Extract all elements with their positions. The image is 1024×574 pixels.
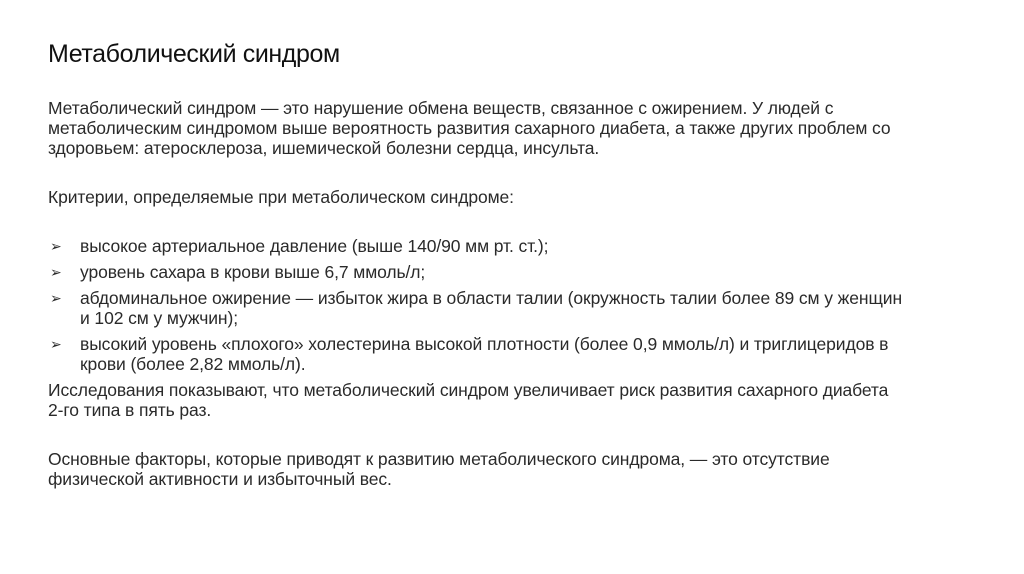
slide-title: Метаболический синдром: [48, 40, 340, 68]
factors-paragraph: Основные факторы, которые приводят к развитию метаболического синдрома, — это отсутствие физической активности и избыточный вес.: [48, 449, 830, 489]
chevron-right-icon: ➢: [50, 238, 62, 254]
list-item-text: высокий уровень «плохого» холестерина высокой плотности (более 0,9 ммоль/л) и триглицеридов в крови (более 2,82 ммоль/л).: [80, 334, 889, 374]
list-item-text: абдоминальное ожирение — избыток жира в области талии (окружность талии более 89 см у женщин и 102 см у мужчин);: [80, 288, 903, 328]
intro-paragraph: Метаболический синдром — это нарушение обмена веществ, связанное с ожирением. У людей с метаболическим синдромом выше вероятность развития сахарного диабета, а также других проблем со здоровьем: атеросклероза, ишемической болезни сердца, инсульта.: [48, 98, 891, 158]
criteria-list: [48, 236, 908, 374]
slide-body: [48, 98, 908, 489]
chevron-right-icon: ➢: [50, 290, 62, 306]
list-item-text: уровень сахара в крови выше 6,7 ммоль/л;: [80, 262, 426, 282]
chevron-right-icon: ➢: [50, 336, 62, 352]
research-paragraph: Исследования показывают, что метаболический синдром увеличивает риск развития сахарного диабета 2-го типа в пять раз.: [48, 380, 889, 420]
list-item: [48, 262, 908, 282]
list-item: [48, 236, 908, 256]
criteria-heading: Критерии, определяемые при метаболическом синдроме:: [48, 187, 514, 207]
list-item: [48, 288, 908, 328]
chevron-right-icon: ➢: [50, 264, 62, 280]
list-item-text: высокое артериальное давление (выше 140/90 мм рт. ст.);: [80, 236, 549, 256]
list-item: [48, 334, 908, 374]
